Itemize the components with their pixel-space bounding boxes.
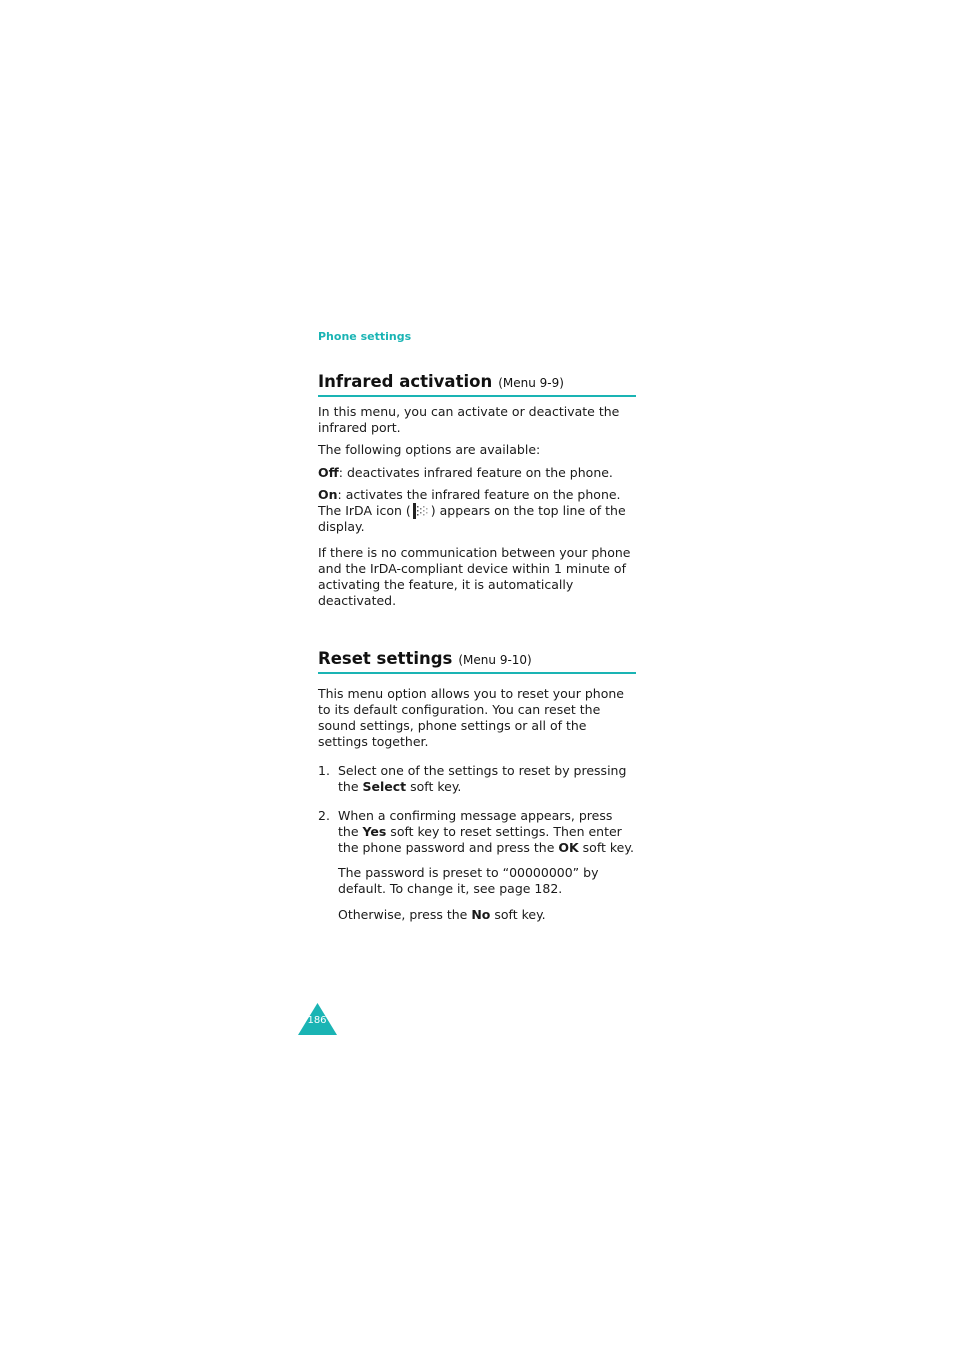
step-1-b: soft key. [406,779,462,794]
otherwise-a: Otherwise, press the [338,907,472,922]
step-2-c: soft key. [578,840,634,855]
otherwise-note [338,907,636,923]
section-label: Phone settings [318,330,412,343]
page-number: 186 [307,1015,327,1026]
infrared-options-intro: The following options are available: [318,442,541,457]
option-off-text: : deactivates infrared feature on the phone. [338,465,613,480]
reset-rule [318,672,636,674]
infrared-menu-ref: (Menu 9-9) [498,376,564,390]
infrared-heading [318,372,636,391]
select-key: Select [362,779,407,794]
option-on-text: : activates the infrared feature on the phone. [337,487,621,502]
step-2-number: 2. [318,808,330,823]
irda-after: ) appears on the top line of the display. [318,503,626,534]
no-key: No [471,907,491,922]
reset-menu-ref: (Menu 9-10) [458,653,532,667]
option-on [318,487,638,535]
otherwise-b: soft key. [490,907,546,922]
step-1-number: 1. [318,763,330,778]
infrared-rule [318,395,636,397]
reset-heading [318,649,636,668]
ok-key: OK [558,840,579,855]
infrared-note: If there is no communication between your phone and the IrDA-compliant device within 1 minute of activating the feature, it is automatically deactivated. [318,545,631,608]
option-off [318,465,638,481]
step-2-text [338,808,636,856]
option-on-label: On [318,487,338,502]
password-note: The password is preset to “00000000” by default. To change it, see page 182. [338,865,599,896]
irda-before: The IrDA icon ( [318,503,411,518]
step-2-b: soft key to reset settings. Then enter the phone password and press the [338,824,622,855]
step-1-text [338,763,636,795]
infrared-title: Infrared activation [318,372,493,391]
irda-icon [411,503,431,519]
reset-title: Reset settings [318,649,453,668]
step-1-a: Select one of the settings to reset by pressing the [338,763,627,794]
reset-intro: This menu option allows you to reset your phone to its default configuration. You can reset the sound settings, phone settings or all of the settings together. [318,686,624,749]
infrared-intro: In this menu, you can activate or deactivate the infrared port. [318,404,620,435]
step-2-a: When a confirming message appears, press the [338,808,613,839]
yes-key: Yes [362,824,387,839]
option-off-label: Off [318,465,339,480]
